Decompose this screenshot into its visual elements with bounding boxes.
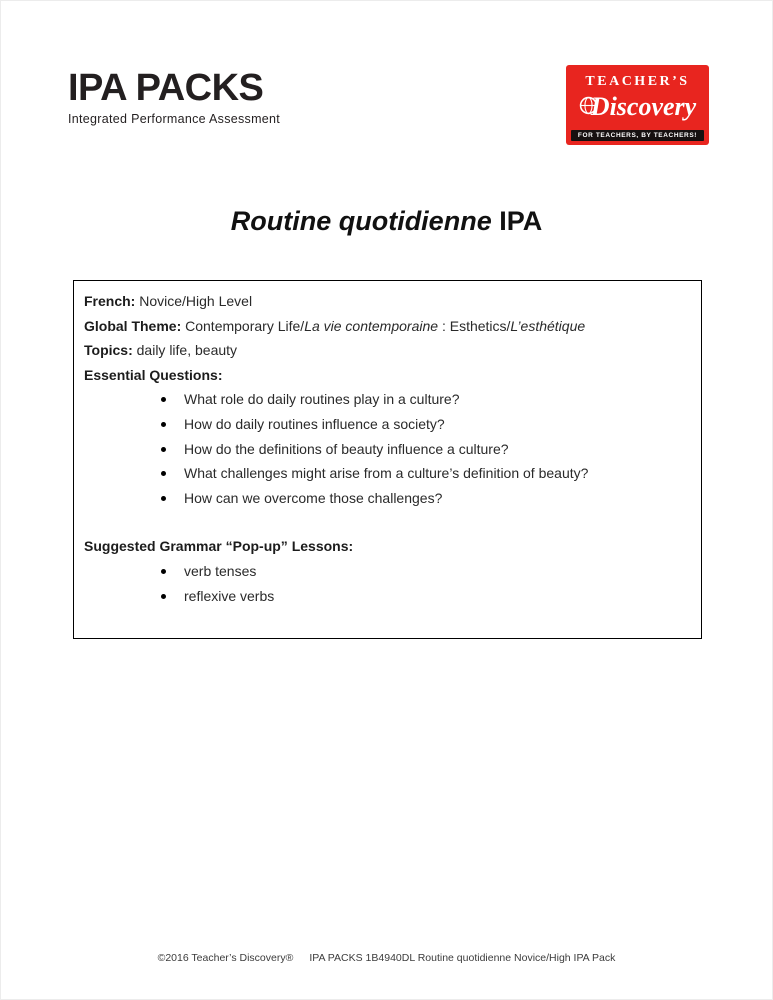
question-text: What role do daily routines play in a culture?	[184, 391, 460, 408]
question-text: How do the definitions of beauty influence a culture?	[184, 440, 509, 457]
topics-line	[84, 338, 691, 363]
topics-value: daily life, beauty	[136, 342, 238, 359]
list-item	[84, 461, 691, 486]
logo-discovery-row	[566, 90, 709, 124]
brand-subtitle: Integrated Performance Assessment	[68, 112, 281, 126]
blank-line	[84, 510, 691, 534]
logo-teachers-text: TEACHER’S	[585, 74, 690, 89]
list-item	[84, 412, 691, 437]
page-title-regular: IPA	[499, 206, 543, 236]
grammar-item-text: reflexive verbs	[184, 587, 275, 604]
grammar-item-text: verb tenses	[184, 562, 257, 579]
globe-icon	[579, 96, 598, 120]
essential-questions-list	[84, 387, 691, 510]
logo-discovery-text: Discovery	[590, 92, 697, 121]
page-footer	[1, 952, 772, 964]
theme-text-italic-2: L’esthétique	[510, 317, 586, 334]
footer-product-line: IPA PACKS 1B4940DL Routine quotidienne Novice/High IPA Pack	[309, 952, 616, 964]
info-box	[73, 280, 702, 639]
teachers-discovery-logo	[566, 65, 709, 145]
global-theme-line	[84, 314, 691, 339]
list-item	[84, 437, 691, 462]
global-theme-label: Global Theme:	[84, 317, 182, 334]
question-text: How can we overcome those challenges?	[184, 489, 443, 506]
french-label: French:	[84, 293, 136, 309]
list-item	[84, 387, 691, 412]
logo-tagline: FOR TEACHERS, BY TEACHERS!	[571, 130, 704, 141]
list-item	[84, 584, 691, 609]
grammar-lessons-label: Suggested Grammar “Pop-up” Lessons:	[84, 538, 354, 555]
brand-title: IPA PACKS	[68, 67, 264, 109]
page-title	[1, 206, 772, 237]
question-text: How do daily routines influence a society?	[184, 415, 445, 432]
question-text: What challenges might arise from a culture’s definition of beauty?	[184, 465, 589, 482]
french-line	[84, 289, 691, 314]
grammar-lessons-list	[84, 559, 691, 608]
theme-text-1: Contemporary Life/	[185, 317, 305, 334]
theme-text-italic-1: La vie contemporaine	[304, 317, 439, 334]
list-item	[84, 486, 691, 511]
theme-text-2: : Esthetics/	[438, 317, 511, 334]
essential-questions-label: Essential Questions:	[84, 366, 223, 383]
page-title-italic: Routine quotidienne	[230, 206, 492, 236]
list-item	[84, 559, 691, 584]
topics-label: Topics:	[84, 342, 133, 359]
french-value: Novice/High Level	[139, 293, 253, 309]
brand-block	[68, 69, 280, 126]
footer-copyright: ©2016 Teacher’s Discovery®	[157, 952, 294, 964]
